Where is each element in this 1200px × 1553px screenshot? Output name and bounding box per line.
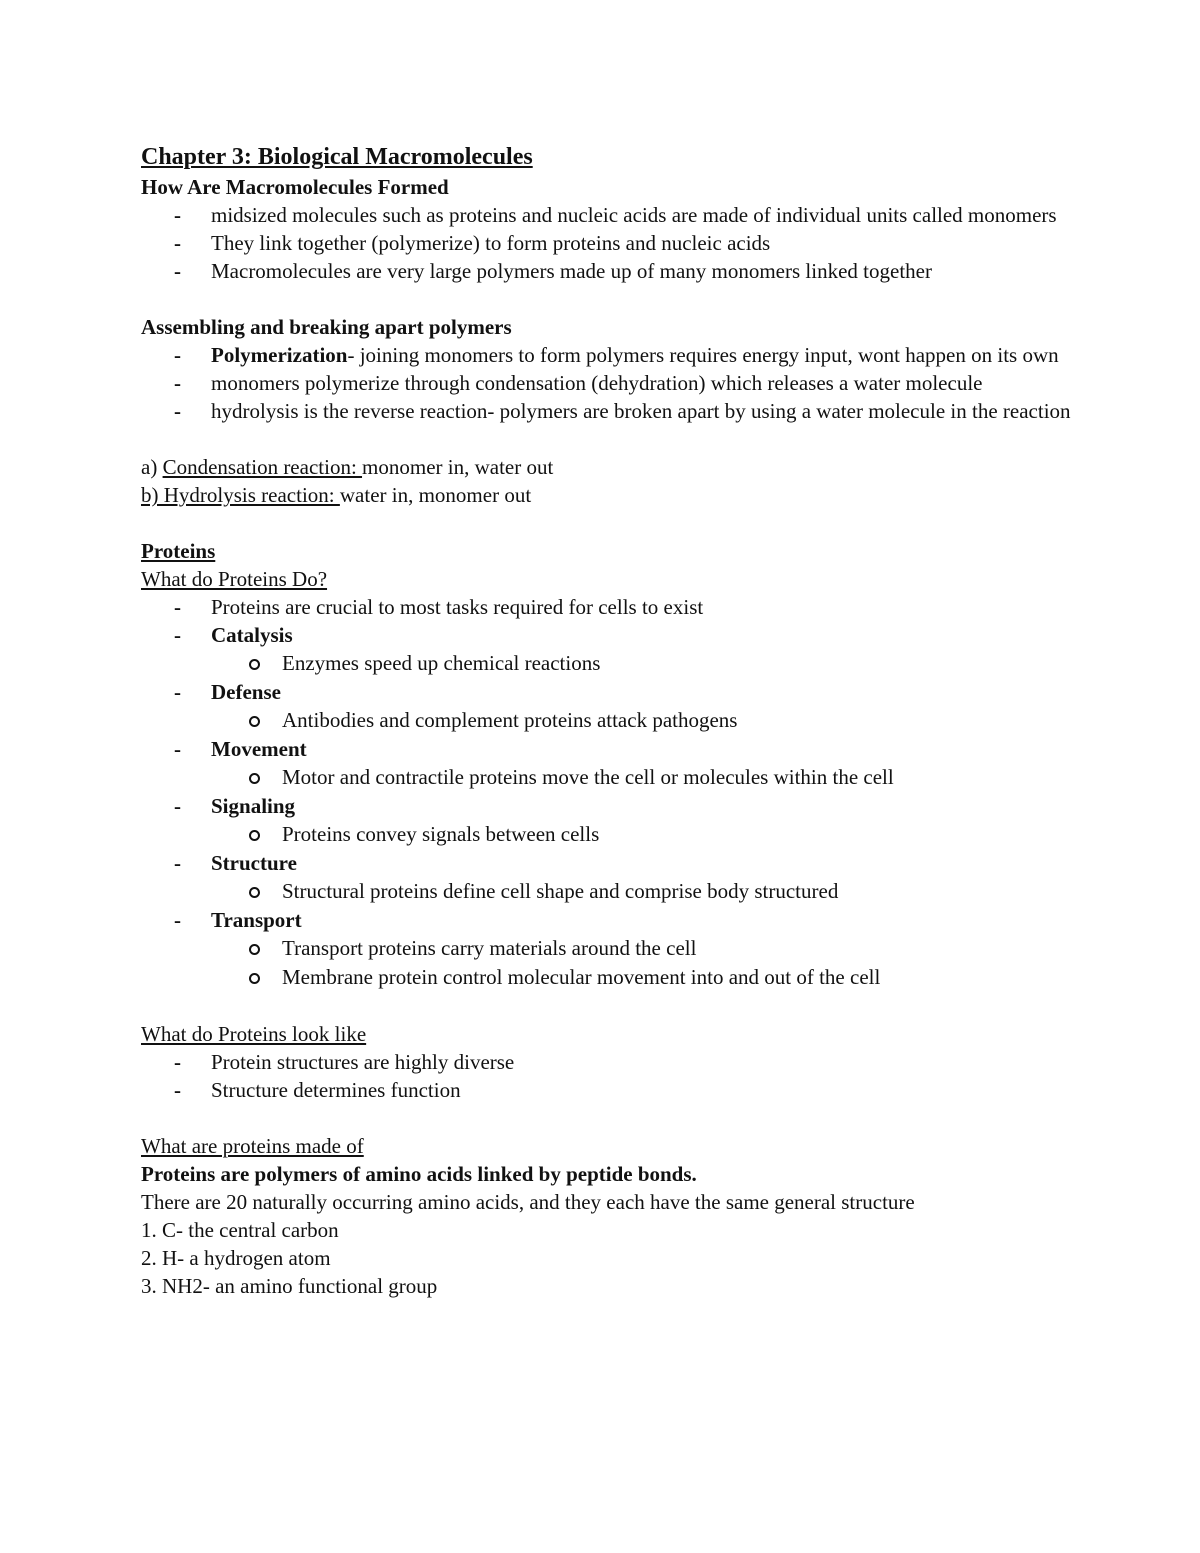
- chapter-title: Chapter 3: Biological Macromolecules: [141, 144, 533, 170]
- proteins-made-heading: What are proteins made of: [141, 1134, 364, 1158]
- sub-item: Antibodies and complement proteins attack pathogens: [141, 706, 1101, 735]
- dash-marker: -: [174, 371, 181, 395]
- numbered-item: 2. H- a hydrogen atom: [141, 1246, 331, 1270]
- look-list: [141, 1048, 1101, 1104]
- proteins-made-bold: Proteins are polymers of amino acids linked by peptide bonds.: [141, 1162, 697, 1186]
- assembling-heading: Assembling and breaking apart polymers: [141, 315, 512, 339]
- term-polymerization: Polymerization: [211, 343, 348, 367]
- dash-marker: -: [174, 794, 181, 818]
- function-defense: - Defense: [174, 680, 281, 704]
- circle-bullet-icon: [249, 887, 260, 898]
- sub-list: [141, 820, 1101, 849]
- dash-marker: -: [174, 623, 181, 647]
- circle-bullet-icon: [249, 773, 260, 784]
- list-item: - midsized molecules such as proteins and nucleic acids are made of individual units called monomers: [174, 203, 1057, 227]
- formed-heading: How Are Macromolecules Formed: [141, 175, 449, 199]
- function-transport: - Transport: [174, 908, 302, 932]
- list-item: - hydrolysis is the reverse reaction- polymers are broken apart by using a water molecule in the reaction: [174, 399, 1071, 423]
- sub-list: [141, 763, 1101, 792]
- function-catalysis: - Catalysis: [174, 623, 293, 647]
- reaction-b: b) Hydrolysis reaction: water in, monomer out: [141, 483, 532, 507]
- sub-list: [141, 649, 1101, 678]
- dash-marker: -: [174, 399, 181, 423]
- dash-marker: -: [174, 1050, 181, 1074]
- proteins-made-text: There are 20 naturally occurring amino acids, and they each have the same general structure: [141, 1190, 915, 1214]
- sub-item: Proteins convey signals between cells: [141, 820, 1101, 849]
- dash-marker: -: [174, 259, 181, 283]
- document-page: [141, 141, 1101, 1300]
- list-item: - Macromolecules are very large polymers made up of many monomers linked together: [174, 259, 932, 283]
- list-item: - Polymerization- joining monomers to form polymers requires energy input, wont happen on its own: [174, 343, 1059, 367]
- sub-list: [141, 934, 1101, 992]
- reaction-a: a) Condensation reaction: monomer in, water out: [141, 455, 554, 479]
- function-structure: - Structure: [174, 851, 297, 875]
- list-item: - Proteins are crucial to most tasks required for cells to exist: [174, 595, 704, 619]
- circle-bullet-icon: [249, 944, 260, 955]
- list-item: - monomers polymerize through condensation (dehydration) which releases a water molecule: [174, 371, 983, 395]
- list-item: - They link together (polymerize) to form proteins and nucleic acids: [174, 231, 771, 255]
- sub-item: Motor and contractile proteins move the cell or molecules within the cell: [141, 763, 1101, 792]
- function-signaling: - Signaling: [174, 794, 296, 818]
- sub-list: [141, 877, 1101, 906]
- dash-marker: -: [174, 203, 181, 227]
- circle-bullet-icon: [249, 830, 260, 841]
- sub-item: Transport proteins carry materials around the cell: [141, 934, 1101, 963]
- proteins-functions-list: [141, 593, 1101, 649]
- function-movement: - Movement: [174, 737, 307, 761]
- dash-marker: -: [174, 680, 181, 704]
- sub-item: Structural proteins define cell shape and comprise body structured: [141, 877, 1101, 906]
- sub-item: Membrane protein control molecular movement into and out of the cell: [141, 963, 1101, 992]
- circle-bullet-icon: [249, 659, 260, 670]
- dash-marker: -: [174, 343, 181, 367]
- list-item: - Structure determines function: [174, 1078, 461, 1102]
- proteins-look-heading: What do Proteins look like: [141, 1022, 367, 1046]
- circle-bullet-icon: [249, 716, 260, 727]
- numbered-item: 3. NH2- an amino functional group: [141, 1274, 438, 1298]
- dash-marker: -: [174, 595, 181, 619]
- circle-bullet-icon: [249, 973, 260, 984]
- proteins-do-heading: What do Proteins Do?: [141, 567, 328, 591]
- numbered-item: 1. C- the central carbon: [141, 1218, 339, 1242]
- sub-list: [141, 706, 1101, 735]
- list-item: - Protein structures are highly diverse: [174, 1050, 515, 1074]
- dash-marker: -: [174, 231, 181, 255]
- sub-item: Enzymes speed up chemical reactions: [141, 649, 1101, 678]
- dash-marker: -: [174, 851, 181, 875]
- dash-marker: -: [174, 908, 181, 932]
- assembling-list: [141, 341, 1101, 425]
- formed-list: [141, 201, 1101, 285]
- dash-marker: -: [174, 737, 181, 761]
- dash-marker: -: [174, 1078, 181, 1102]
- proteins-heading: Proteins: [141, 539, 216, 563]
